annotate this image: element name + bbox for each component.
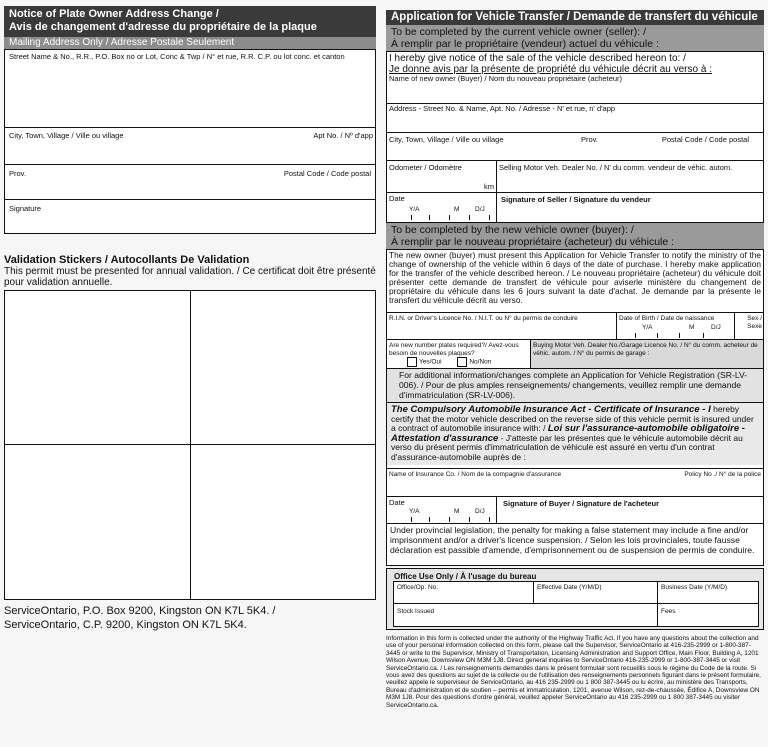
office-no-field[interactable] xyxy=(394,582,534,604)
office-use-title: Office Use Only / À l'usage du bureau xyxy=(394,572,537,581)
sticker-area-1 xyxy=(5,291,191,445)
notice-line-2: Je donne avis par la présente de propriété du véhicule décrit au verso à : xyxy=(389,64,712,75)
seller-date-m: M xyxy=(454,206,460,213)
rin-field[interactable] xyxy=(387,313,617,339)
buyer-prov-label: Prov. xyxy=(581,135,598,144)
seller-banner xyxy=(386,25,764,51)
additional-info-text: For additional information/changes complete an Application for Vehicle Registration (SR-LV-006). / Pour de plus amples renseignements/ changements, veuillez remplir une demande d'immatriculation (SR-LV-006). xyxy=(399,370,748,400)
insurance-text-fr: - J'atteste par les présentes que le véhicule automobile décrit au verso du présent permis d'immatriculation de véhicule est assuré en vertu d'un contrat d'assurance-automobile auprès de : xyxy=(391,432,743,462)
buyer-banner xyxy=(386,223,764,249)
buyer-banner-line-2: À remplir par le nouveau propriétaire (acheteur) du véhicule : xyxy=(391,236,675,248)
validation-sticker-grid xyxy=(4,290,376,600)
notice-of-sale xyxy=(389,53,761,75)
dob-ya: Y/A xyxy=(642,324,653,331)
dob-dj: D/J xyxy=(711,324,721,331)
sex-field[interactable] xyxy=(735,313,763,339)
address-change-form xyxy=(4,49,376,234)
plates-no-checkbox[interactable] xyxy=(457,357,467,367)
penalty-text: Under provincial legislation, the penalty for making a false statement may include a fine and/or imprisonment and/or a driver's licence suspension. / Selon les lois provinciales, toute fausse déclaration est passible d'amende, d'emprisonnement ou de suspension de permis de conduire. xyxy=(390,525,755,555)
prov-label: Prov. xyxy=(9,169,26,178)
mailing-address xyxy=(4,604,376,632)
seller-section xyxy=(386,51,764,223)
selling-dealer-label: Selling Motor Veh. Dealer No. / N' du comm. vendeur de véhic. autom. xyxy=(499,163,733,172)
odometer-label: Odometer / Odomètre xyxy=(389,163,462,172)
sex-label: Sex / Sexe xyxy=(747,315,762,330)
new-owner-label: Name of new owner (Buyer) / Nom du nouveau propriétaire (acheteur) xyxy=(389,74,623,83)
selling-dealer-field[interactable] xyxy=(497,161,763,193)
dob-m: M xyxy=(689,324,695,331)
business-date-field[interactable] xyxy=(658,582,758,604)
insurance-company-label: Name of Insurance Co. / Nom de la compagnie d'assurance xyxy=(389,471,562,478)
buyer-paragraph: The new owner (buyer) must present this Application for Vehicle Transfer to notify the ministry of the change of ownership of the vehicle within 6 days of the date of purchase. I hereby make application for the transfer of the vehicle described hereon. / Le nouveau propriétaire (acheteur) du véhicule doit présenter cette demande de transfert de véhicule pour aviserle ministère du changement de propriétaire du véhicule dans les 6 jours suivant la date d'achat. Je demande par la présente le transfert du véhicule décrit au verso. xyxy=(389,250,761,306)
plates-question: Are new number plates required?/ Avez-vous besoin de nouvelles plaques? xyxy=(389,342,519,357)
street-label: Street Name & No., R.R., P.O. Box no or Lot, Conc & Twp / N° et rue, R.R. C.P. ou lot conc. et canton xyxy=(9,52,345,61)
buyer-date-field[interactable] xyxy=(387,497,497,523)
plates-required-field xyxy=(387,340,531,368)
plate-owner-header xyxy=(4,6,376,37)
odometer-field[interactable] xyxy=(387,161,497,193)
mailing-only-banner: Mailing Address Only / Adresse Postale Seulement xyxy=(4,37,376,49)
buyer-address-label: Address - Street No. & Name, Apt. No. / Adresse - N' et rue, n' d'app xyxy=(389,104,616,113)
effective-date-field[interactable] xyxy=(534,582,658,604)
insurance-company-field[interactable] xyxy=(387,469,763,496)
buyer-date-ya: Y/A xyxy=(409,508,420,515)
signature-field[interactable] xyxy=(5,200,375,233)
seller-date-label: Date xyxy=(389,194,405,203)
seller-banner-line-2: À remplir par le propriétaire (vendeur) actuel du véhicule : xyxy=(391,38,659,50)
notice-line-1: I hereby give notice of the sale of the vehicle described hereon to: / xyxy=(389,53,686,64)
privacy-notice: Information in this form is collected under the authority of the Highway Traffic Act. If you have any questions about the collection and use of your personal information collected on this form, please call the Supervisor, ServiceOntario at 416-235-2999 or 1-800-387-3445 or write to the Supervisor, Ministry of Transportation, Licensing Administration and Support Office, Main Floor, Building A, 1201 Wilson Avenue, Downsview ON M3M 1J8. Direct general inquiries to ServiceOntario 416-235-2999 or 1-800-387-3445 or visit ServiceOntario.ca. / Les renseignements demandés dans le présent formulair sont recueillis sous le régime du Code de la route. Si vous avez des questions au sujet de la collecte ou de l'utilisation des renseignements personnels figurant dans le présent formulaire, veuillez appele le superviseur de ServiceOntario, au 416 235-2999 ou 1 800 387-3445 ou lu écrire, au ministère des Transports, Bureau d'administration et de soutien – permis et immatriculation, 1201, avenue Wilson, rez-de-chaussée, Édifice A, Downsview ON M3M 1J8. Pour des questions d'ordre général, veuillez appeler ServiceOntario au 416 235-2999 ou 1 800 387-3445 ou visiter ServiceOntario.ca. xyxy=(386,635,761,709)
seller-signature-field[interactable] xyxy=(497,193,763,222)
office-use-table xyxy=(393,581,759,627)
sticker-area-2 xyxy=(191,291,375,445)
buyer-signature-field[interactable] xyxy=(497,497,763,523)
buyer-address-field[interactable] xyxy=(387,104,763,133)
insurance-title: The Compulsory Automobile Insurance Act - Certificate of Insurance - I xyxy=(391,404,711,415)
fees-label: Fees xyxy=(661,608,676,615)
km-label: km xyxy=(484,181,494,191)
office-no-label: Office/Op. No. xyxy=(397,584,439,591)
buying-dealer-field[interactable] xyxy=(531,340,763,368)
buyer-city-label: City, Town, Village / Ville ou village xyxy=(389,135,504,144)
new-owner-field[interactable] xyxy=(387,74,763,104)
insurance-certificate xyxy=(387,403,763,465)
fees-field[interactable] xyxy=(658,604,758,626)
mailing-address-fr: ServiceOntario, C.P. 9200, Kingston ON K7L 5K4. xyxy=(4,619,247,631)
sticker-area-4 xyxy=(191,445,375,599)
plates-yes-label: Yes/Oui xyxy=(419,358,442,366)
insurance-title-fr: Loi sur l'assurance-automobile obligatoire - Attestation d'assurance xyxy=(391,423,745,444)
apt-label: Apt No. / Nº d'app xyxy=(313,131,373,140)
buyer-date-dj: D/J xyxy=(475,508,485,515)
seller-date-ya: Y/A xyxy=(409,206,420,213)
plate-owner-title-en: Notice of Plate Owner Address Change / xyxy=(9,8,219,20)
seller-date-field[interactable] xyxy=(387,193,497,222)
buyer-section xyxy=(386,249,764,566)
effective-date-label: Effective Date (Y/M/D) xyxy=(537,584,602,591)
office-use-section xyxy=(386,568,764,630)
business-date-label: Business Date (Y/M/D) xyxy=(661,584,728,591)
seller-signature-label: Signature of Seller / Signature du vendeur xyxy=(501,195,651,204)
stock-issued-field[interactable] xyxy=(394,604,658,626)
city-label: City, Town, Village / Ville ou village xyxy=(9,131,124,140)
policy-label: Policy No ./ N° de la police xyxy=(684,471,761,478)
sticker-area-3 xyxy=(5,445,191,599)
additional-info-box xyxy=(387,369,763,402)
dob-label: Date of Birth / Date de naissance xyxy=(619,315,715,322)
stickers-text: This permit must be presented for annual validation. / Ce certificat doit être présenté pour validation annuelle. xyxy=(4,266,376,288)
postal-label: Postal Code / Code postal xyxy=(283,169,371,178)
vehicle-transfer-header: Application for Vehicle Transfer / Demande de transfert du véhicule xyxy=(386,10,764,25)
buying-dealer-label: Buying Motor Veh. Dealer No./Garage Licence No. / N° du comm. acheteur de véhic. autom. / N° du permis de garage : xyxy=(533,342,758,357)
seller-banner-line-1: To be completed by the current vehicle owner (seller): / xyxy=(391,26,647,38)
buyer-banner-line-1: To be completed by the new vehicle owner (buyer): / xyxy=(391,224,634,236)
street-field[interactable] xyxy=(5,50,375,128)
signature-label: Signature xyxy=(9,204,42,213)
plates-yes-checkbox[interactable] xyxy=(407,357,417,367)
prov-field[interactable] xyxy=(5,165,375,200)
city-field[interactable] xyxy=(5,128,375,165)
dob-field[interactable] xyxy=(617,313,735,339)
plates-no-label: No/Non xyxy=(469,358,492,366)
buyer-city-field[interactable] xyxy=(387,133,763,161)
buyer-postal-label: Postal Code / Code postal xyxy=(661,135,749,144)
seller-date-dj: D/J xyxy=(475,206,485,213)
stickers-title: Validation Stickers / Autocollants De Validation xyxy=(4,254,250,266)
insurance-text-en: hereby certify that the motor vehicle described on the reverse side of this vehicle permit is insured under a contract of automobile insurance with: / xyxy=(391,404,754,433)
plate-owner-title-fr: Avis de changement d'adresse du propriétaire de la plaque xyxy=(9,21,317,33)
mailing-address-en: ServiceOntario, P.O. Box 9200, Kingston ON K7L 5K4. / xyxy=(4,605,276,617)
buyer-date-m: M xyxy=(454,508,460,515)
rin-label: R.I.N. or Driver's Licence No. / N.I.T. ou N° du permis de conduire xyxy=(389,315,578,322)
stock-issued-label: Stock Issued xyxy=(397,608,435,615)
buyer-signature-label: Signature of Buyer / Signature de l'acheteur xyxy=(503,499,659,508)
buyer-date-label: Date xyxy=(389,498,405,507)
